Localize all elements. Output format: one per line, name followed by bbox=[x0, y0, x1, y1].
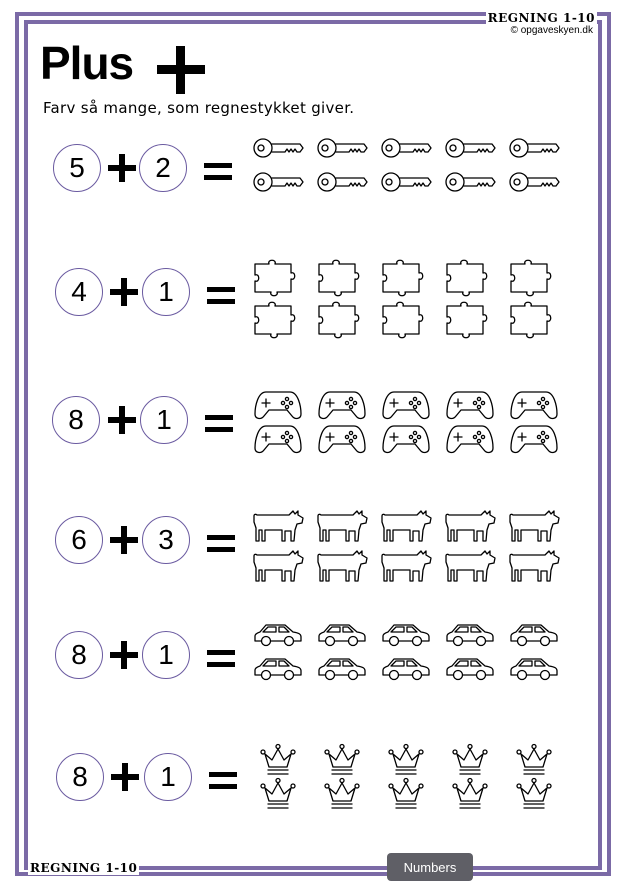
exercise-row bbox=[0, 737, 625, 817]
header-series-label: REGNING 1-10 bbox=[487, 11, 595, 25]
icon-grid bbox=[248, 380, 563, 460]
plus-operator-icon bbox=[109, 277, 139, 307]
exercise-row bbox=[0, 252, 625, 332]
icon-grid bbox=[248, 737, 563, 817]
plus-operator-icon bbox=[110, 762, 140, 792]
first-addend: 8 bbox=[56, 753, 104, 801]
copyright-text: © opgaveskyen.dk bbox=[510, 25, 593, 36]
exercise-row bbox=[0, 615, 625, 695]
exercise-row bbox=[0, 128, 625, 208]
numbers-tooltip: Numbers bbox=[387, 853, 473, 881]
plus-operator-icon bbox=[107, 153, 137, 183]
second-addend: 1 bbox=[144, 753, 192, 801]
plus-operator-icon bbox=[109, 525, 139, 555]
equals-operator-icon bbox=[206, 648, 236, 670]
first-addend: 8 bbox=[52, 396, 100, 444]
second-addend: 1 bbox=[142, 268, 190, 316]
instructions-text: Farv så mange, som regnestykket giver. bbox=[43, 99, 355, 117]
icon-grid bbox=[248, 615, 563, 695]
equals-operator-icon bbox=[206, 285, 236, 307]
icon-grid bbox=[248, 500, 563, 580]
first-addend: 8 bbox=[55, 631, 103, 679]
first-addend: 6 bbox=[55, 516, 103, 564]
equals-operator-icon bbox=[203, 161, 233, 183]
footer-series-label: REGNING 1-10 bbox=[30, 861, 138, 875]
icon-grid bbox=[248, 128, 563, 208]
icon-grid bbox=[248, 252, 563, 332]
equals-operator-icon bbox=[208, 770, 238, 792]
equals-operator-icon bbox=[204, 413, 234, 435]
first-addend: 4 bbox=[55, 268, 103, 316]
exercise-row bbox=[0, 380, 625, 460]
second-addend: 1 bbox=[142, 631, 190, 679]
plus-operator-icon bbox=[107, 405, 137, 435]
plus-operator-icon bbox=[109, 640, 139, 670]
page-title: Plus bbox=[40, 37, 134, 89]
equals-operator-icon bbox=[206, 533, 236, 555]
second-addend: 1 bbox=[140, 396, 188, 444]
second-addend: 3 bbox=[142, 516, 190, 564]
second-addend: 2 bbox=[139, 144, 187, 192]
plus-sign-icon bbox=[153, 42, 209, 98]
first-addend: 5 bbox=[53, 144, 101, 192]
exercise-row bbox=[0, 500, 625, 580]
